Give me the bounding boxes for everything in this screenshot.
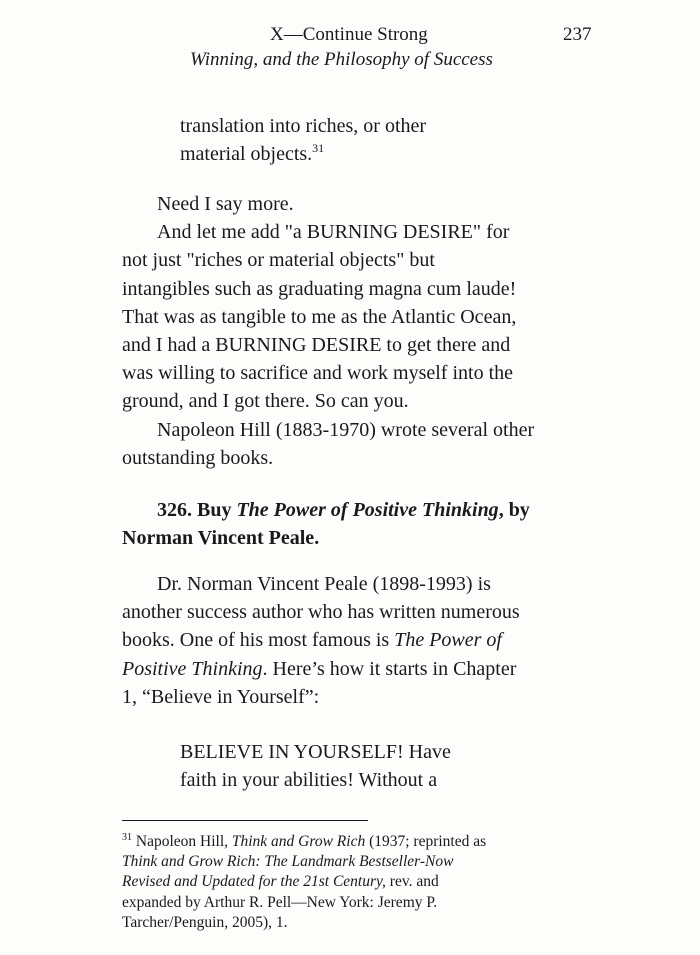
text-line: Napoleon Hill (1883-1970) wrote several other bbox=[157, 418, 535, 441]
text-line: and I had a BURNING DESIRE to get there and bbox=[122, 334, 511, 357]
block-quote-think-and-grow-rich bbox=[180, 112, 620, 168]
footnote-text: rev. and bbox=[385, 873, 439, 891]
heading-book-title: The Power of Positive Thinking bbox=[236, 499, 499, 521]
paragraph-napoleon-hill bbox=[122, 416, 602, 472]
text-segment: . Here’s how it starts in Chapter bbox=[262, 657, 517, 680]
section-heading-326 bbox=[122, 496, 602, 552]
text-line: not just "riches or material objects" but bbox=[122, 249, 435, 272]
footnote-31 bbox=[122, 832, 602, 933]
text-line: Dr. Norman Vincent Peale (1898-1993) is bbox=[157, 573, 491, 595]
footnote-line: Tarcher/Penguin, 2005), 1. bbox=[122, 913, 288, 931]
quote-line: faith in your abilities! Without a bbox=[180, 769, 438, 792]
text-segment: books. One of his most famous is bbox=[122, 629, 395, 652]
text-line: ground, and I got there. So can you. bbox=[122, 390, 409, 413]
footnote-text: Napoleon Hill, bbox=[132, 833, 232, 850]
quote-line: translation into riches, or other bbox=[180, 115, 427, 137]
heading-text: , by bbox=[498, 499, 530, 521]
footnote-line bbox=[122, 852, 602, 872]
chapter-title: X—Continue Strong bbox=[270, 24, 428, 45]
footnote-text: (1937; reprinted as bbox=[365, 833, 487, 850]
text-line bbox=[122, 655, 602, 683]
footnote-book-title: Revised and Updated for the 21st Century, bbox=[122, 873, 386, 891]
book-title: Positive Thinking bbox=[122, 657, 263, 680]
text-line: was willing to sacrifice and work myself into the bbox=[122, 362, 514, 385]
paragraph-burning-desire bbox=[122, 218, 602, 415]
paragraph-need-i-say-more: Need I say more. bbox=[157, 193, 294, 215]
heading-line: Norman Vincent Peale. bbox=[122, 527, 320, 550]
footnote-separator bbox=[122, 820, 368, 821]
block-quote-believe-in-yourself bbox=[180, 738, 620, 794]
text-line: That was as tangible to me as the Atlantic Ocean, bbox=[122, 305, 517, 328]
paragraph-peale bbox=[122, 570, 602, 711]
footnote-book-title: Think and Grow Rich: The Landmark Bestseller-Now bbox=[122, 853, 454, 871]
footnote-line bbox=[122, 872, 602, 892]
quote-line: BELIEVE IN YOURSELF! Have bbox=[180, 741, 451, 763]
section-title: Winning, and the Philosophy of Success bbox=[190, 49, 493, 70]
text-line bbox=[122, 626, 602, 654]
book-title: The Power of bbox=[394, 629, 502, 652]
text-line: another success author who has written numerous bbox=[122, 601, 520, 624]
body-text bbox=[122, 190, 602, 472]
text-line: 1, “Believe in Yourself”: bbox=[122, 685, 320, 708]
text-line: outstanding books. bbox=[122, 446, 274, 469]
heading-line bbox=[122, 496, 602, 524]
footnote-line: expanded by Arthur R. Pell—New York: Jeremy P. bbox=[122, 893, 438, 911]
footnote-number: 31 bbox=[122, 832, 132, 843]
footnote-book-title: Think and Grow Rich bbox=[231, 833, 366, 850]
text-line: intangibles such as graduating magna cum laude! bbox=[122, 277, 517, 300]
footnote-line bbox=[122, 832, 602, 852]
page-number: 237 bbox=[563, 24, 592, 45]
quote-line-text: material objects. bbox=[180, 143, 313, 166]
quote-line bbox=[180, 140, 620, 168]
footnote-reference: 31 bbox=[312, 141, 325, 156]
text-line: And let me add "a BURNING DESIRE" for bbox=[157, 221, 510, 244]
heading-number: 326. Buy bbox=[157, 499, 237, 521]
